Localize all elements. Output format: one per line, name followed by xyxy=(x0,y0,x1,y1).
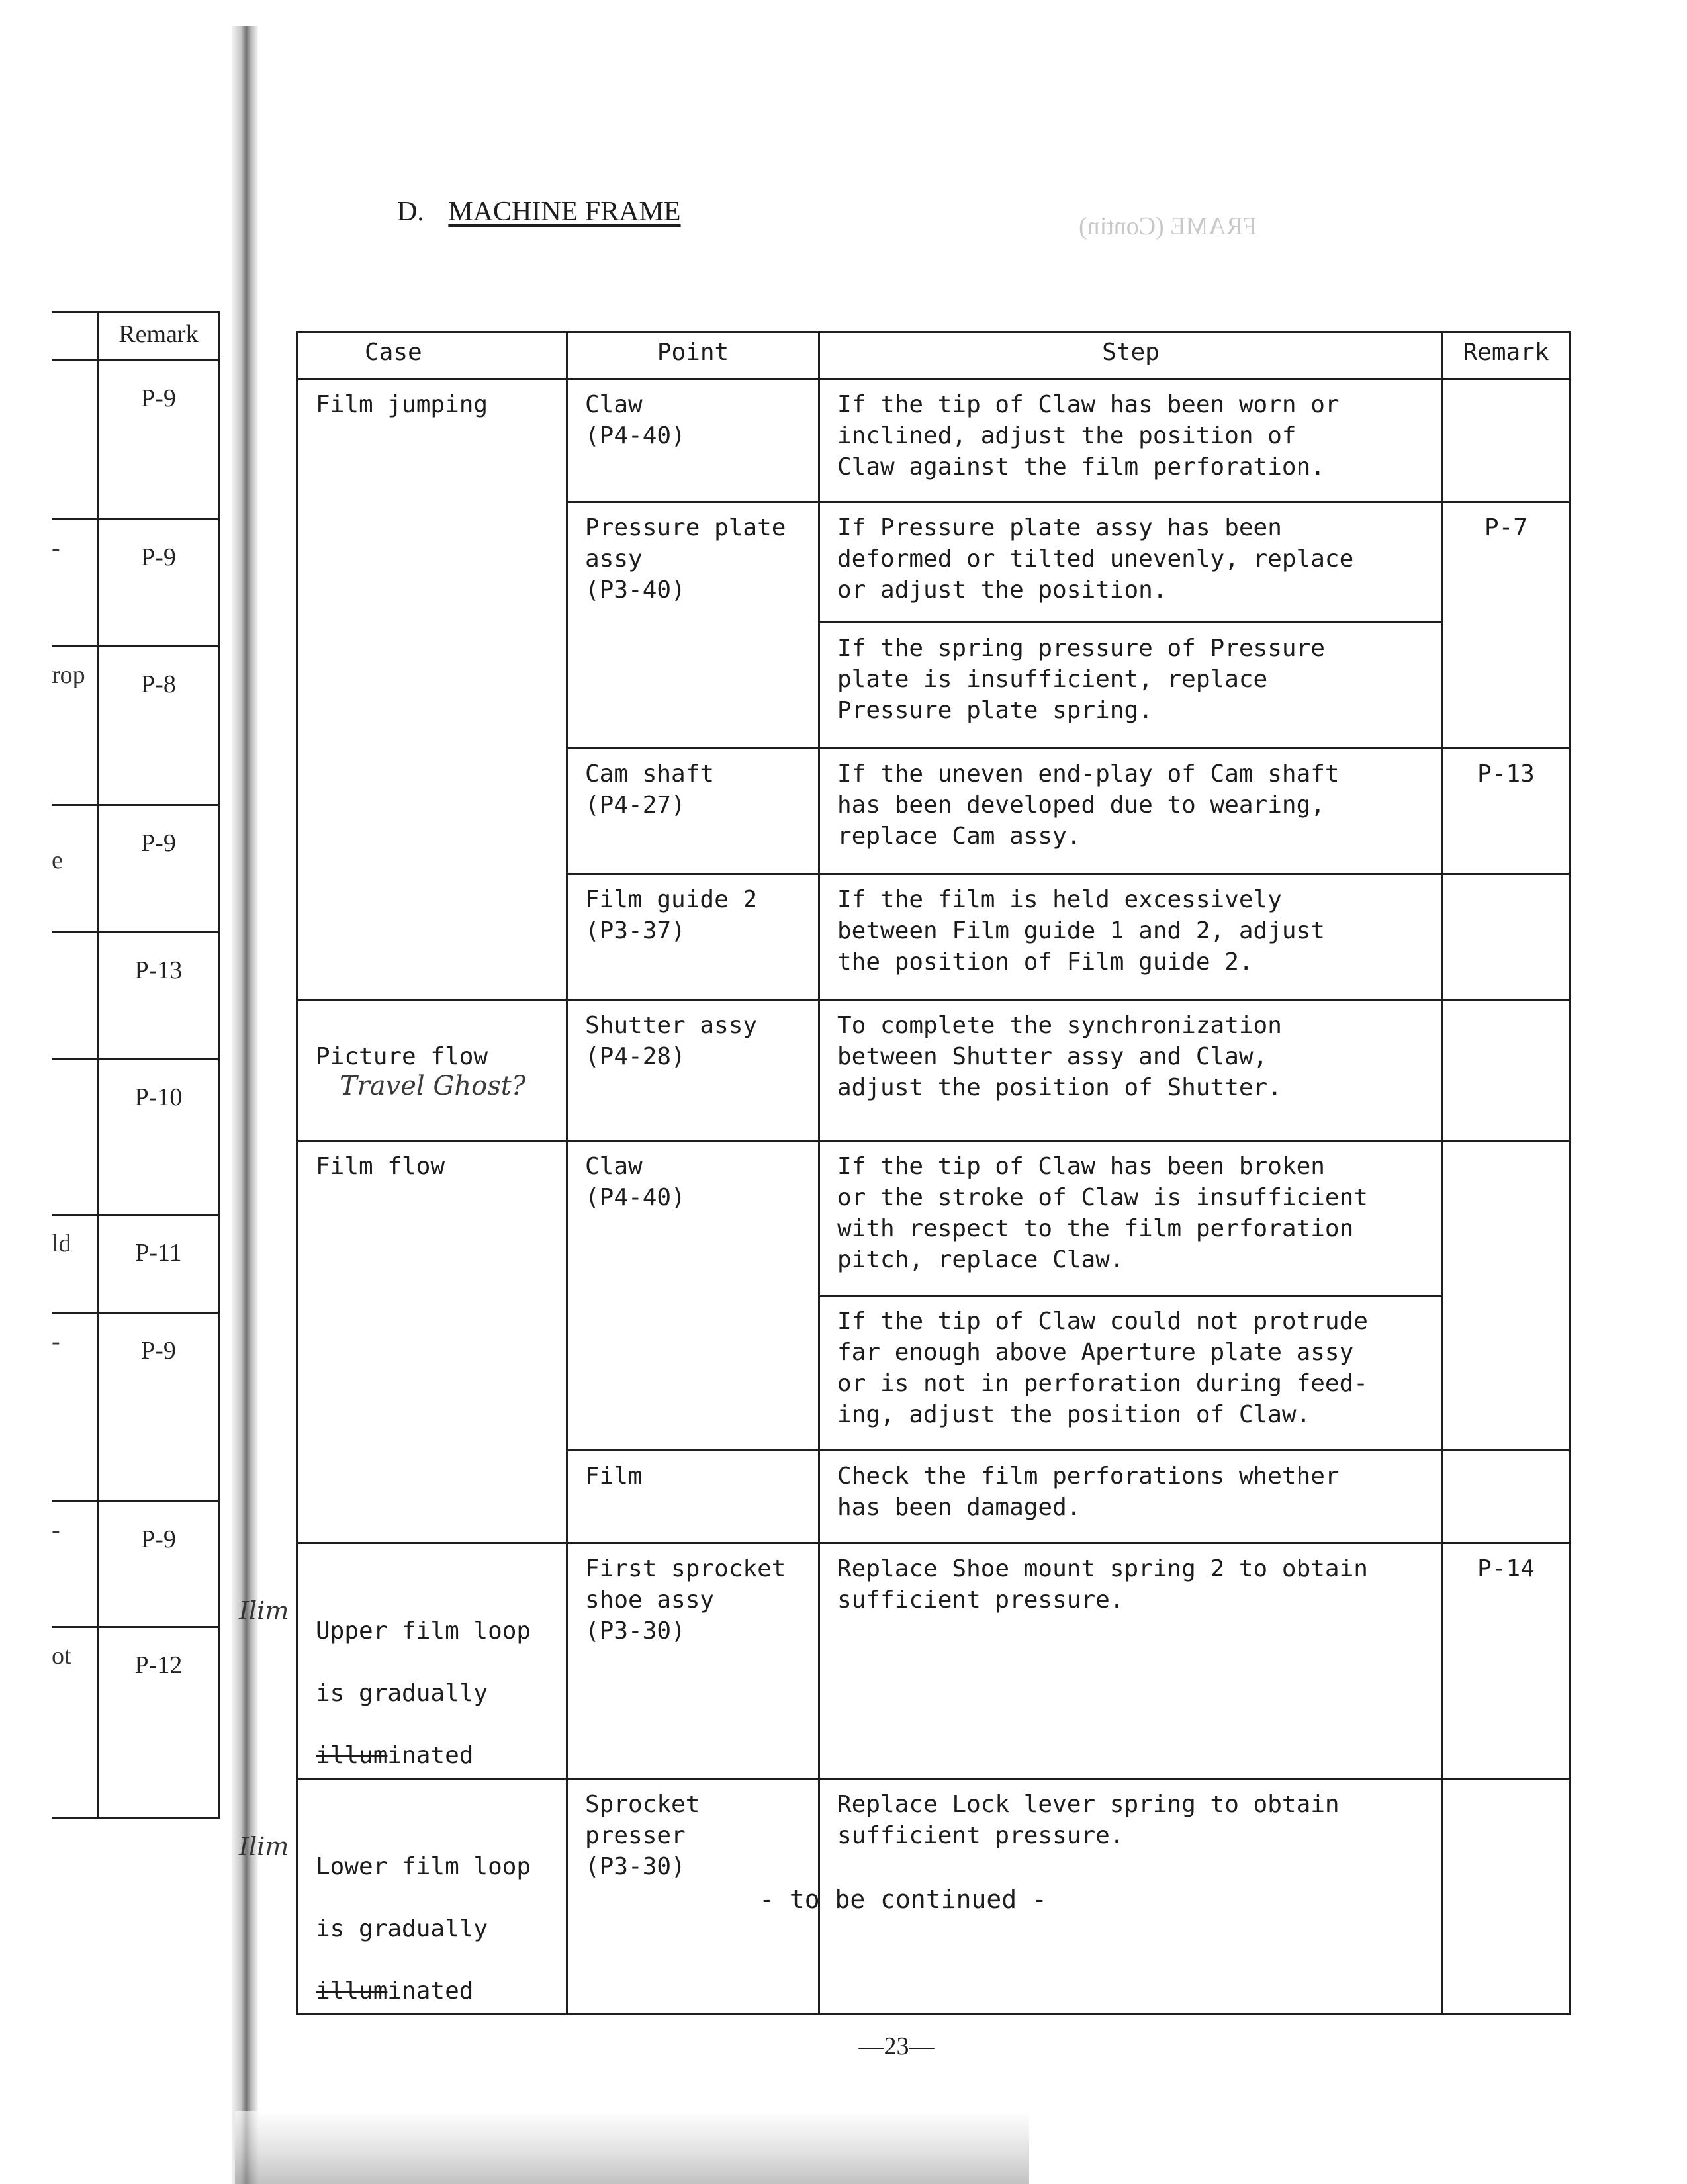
case-label-line: Upper film loop xyxy=(316,1617,531,1645)
point-cell: Film guide 2 (P3-37) xyxy=(567,874,819,1000)
struck-text: illum xyxy=(316,1978,388,2005)
step-cell: If the spring pressure of Pressure plate is insufficient, replace Pressure plate spring. xyxy=(819,623,1443,749)
remark-cell: P-13 xyxy=(1443,749,1570,874)
case-label-line: inated xyxy=(387,1978,474,2005)
step-cell: Replace Shoe mount spring 2 to obtain sufficient pressure. xyxy=(819,1543,1443,1779)
step-cell: To complete the synchronization between Shutter assy and Claw, adjust the position of Shutter. xyxy=(819,1000,1443,1141)
point-cell: Cam shaft (P4-27) xyxy=(567,749,819,874)
case-cell xyxy=(298,1141,567,1543)
facing-remark: P-12 xyxy=(134,1651,183,1679)
column-header-step: Step xyxy=(819,332,1443,379)
case-label-line: is gradually xyxy=(316,1915,488,1942)
point-cell: Sprocket presser (P3-30) xyxy=(567,1779,819,2015)
table-row xyxy=(298,1000,1570,1141)
struck-text: illum xyxy=(316,1742,388,1769)
step-cell: Replace Lock lever spring to obtain sufficient pressure. xyxy=(819,1779,1443,2015)
facing-remark: P-10 xyxy=(134,1083,183,1111)
margin-handwriting: Ilim xyxy=(239,1832,289,1861)
remark-cell xyxy=(1443,874,1570,1000)
case-label: Film flow xyxy=(316,1153,445,1180)
section-letter: D. xyxy=(397,197,424,227)
step-cell: Check the film perforations whether has been damaged. xyxy=(819,1451,1443,1543)
section-heading xyxy=(397,196,681,228)
step-cell: If Pressure plate assy has been deformed or tilted unevenly, replace or adjust the position. xyxy=(819,502,1443,623)
table-row xyxy=(298,1543,1570,1779)
remark-cell xyxy=(1443,1451,1570,1543)
point-cell: Claw (P4-40) xyxy=(567,1141,819,1451)
case-cell xyxy=(298,1000,567,1141)
facing-remark: P-9 xyxy=(141,1337,176,1365)
facing-page-remnant xyxy=(0,0,251,2184)
column-header-point: Point xyxy=(567,332,819,379)
case-label-line: is gradually xyxy=(316,1680,488,1707)
continued-note: - to be continued - xyxy=(759,1885,1047,1914)
case-cell xyxy=(239,1543,567,1779)
section-title: MACHINE FRAME xyxy=(448,197,681,227)
margin-handwriting: Ilim xyxy=(239,1596,289,1625)
case-label-line: Lower film loop xyxy=(316,1853,531,1880)
case-label: Film jumping xyxy=(316,391,488,418)
facing-remark: P-9 xyxy=(141,385,176,412)
facing-page-table: Remark P-9 - P-9 rop P-8 e P-9 P-13 P-10 ld P-11 - P-9 - P-9 ot P-12 xyxy=(52,311,220,1819)
bottom-scan-shadow xyxy=(235,2111,1029,2184)
table-row xyxy=(298,1141,1570,1296)
step-cell: If the tip of Claw has been broken or the stroke of Claw is insufficient with respect to the film perforation pitch, replace Claw. xyxy=(819,1141,1443,1296)
facing-remark: P-8 xyxy=(141,670,176,698)
case-label-line: inated xyxy=(387,1742,474,1769)
point-cell: Claw (P4-40) xyxy=(567,379,819,502)
case-label: Picture flow xyxy=(316,1043,488,1070)
remark-cell: P-14 xyxy=(1443,1543,1570,1779)
table-row xyxy=(298,379,1570,502)
facing-remark: P-9 xyxy=(141,543,176,571)
page-number: —23— xyxy=(858,2032,935,2060)
remark-cell xyxy=(1443,1141,1570,1451)
bleed-through-text: FRAME (Contin) xyxy=(1079,212,1257,240)
case-cell xyxy=(298,379,567,1000)
remark-cell: P-7 xyxy=(1443,502,1570,749)
point-cell: First sprocket shoe assy (P3-30) xyxy=(567,1543,819,1779)
step-cell: If the film is held excessively between Film guide 1 and 2, adjust the position of Film guide 2. xyxy=(819,874,1443,1000)
facing-remark: P-9 xyxy=(141,1525,176,1553)
facing-remark: P-11 xyxy=(135,1239,182,1267)
facing-remark: P-13 xyxy=(134,956,183,984)
point-cell: Shutter assy (P4-28) xyxy=(567,1000,819,1141)
remark-cell xyxy=(1443,1000,1570,1141)
column-header-remark: Remark xyxy=(1443,332,1570,379)
remark-cell xyxy=(1443,379,1570,502)
step-cell: If the uneven end-play of Cam shaft has been developed due to wearing, replace Cam assy. xyxy=(819,749,1443,874)
facing-remark: P-9 xyxy=(141,829,176,857)
point-cell: Film xyxy=(567,1451,819,1543)
facing-header-remark: Remark xyxy=(98,312,218,361)
point-cell: Pressure plate assy (P3-40) xyxy=(567,502,819,749)
column-header-case: Case xyxy=(298,332,567,379)
troubleshooting-table xyxy=(239,331,1571,2015)
step-cell: If the tip of Claw has been worn or inclined, adjust the position of Claw against the film perforation. xyxy=(819,379,1443,502)
handwritten-annotation: Travel Ghost? xyxy=(340,1071,526,1101)
step-cell: If the tip of Claw could not protrude far enough above Aperture plate assy or is not in perforation during feed- ing, adjust the position of Claw. xyxy=(819,1296,1443,1451)
